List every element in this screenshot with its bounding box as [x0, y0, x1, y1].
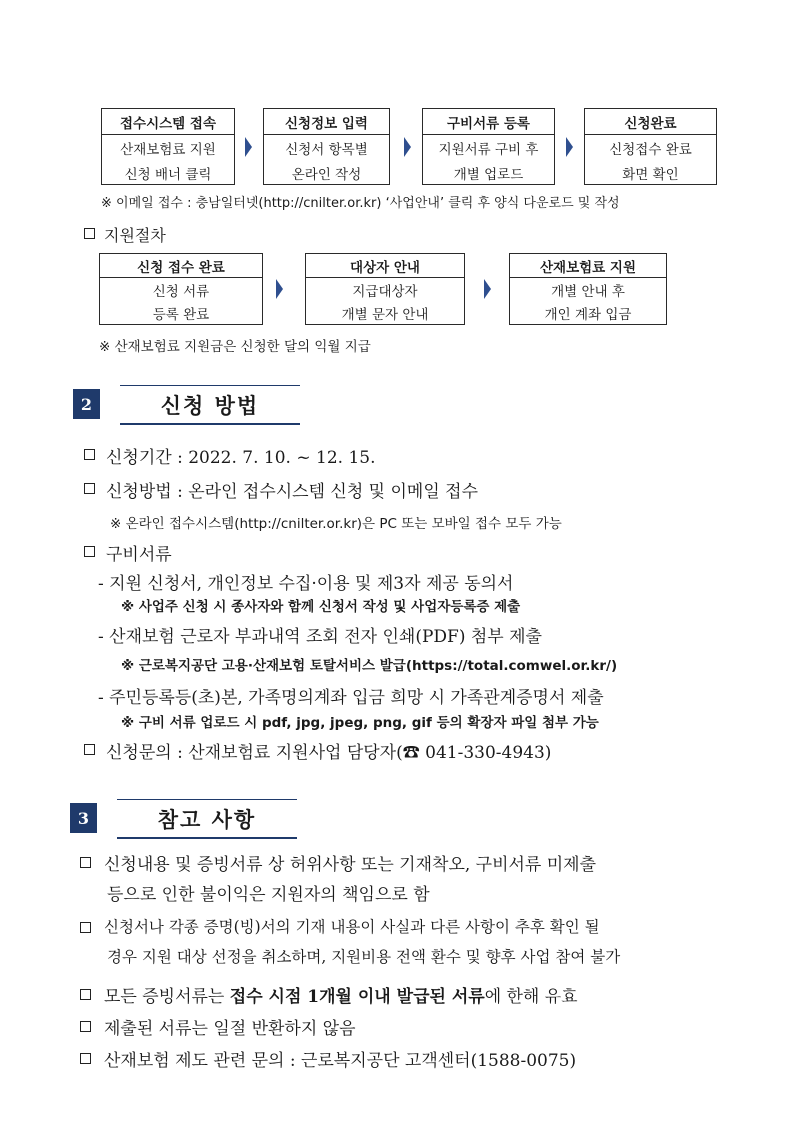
checkbox-bullet-icon — [84, 449, 95, 460]
checkbox-bullet-icon — [80, 1021, 91, 1032]
reference-item-3-emphasis: 접수 시점 1개월 이내 발급된 서류 — [229, 987, 485, 1007]
application-method-text: 신청방법 : 온라인 접수시스템 신청 및 이메일 접수 — [106, 482, 478, 502]
reference-item-5-text: 산재보험 제도 관련 문의 : 근로복지공단 고객센터(1588-0075) — [104, 1051, 577, 1071]
reference-item-4-text: 제출된 서류는 일절 반환하지 않음 — [104, 1019, 356, 1039]
document-item-3: - 주민등록등(초)본, 가족명의계좌 입금 희망 시 가족관계증명서 제출 — [98, 688, 604, 708]
flow-step-title: 대상자 안내 — [306, 254, 464, 278]
reference-item-1-line-1: 신청내용 및 증빙서류 상 허위사항 또는 기재착오, 구비서류 미제출 — [104, 855, 597, 875]
flow-step-3 — [422, 108, 555, 185]
checkbox-bullet-icon — [80, 1053, 91, 1064]
section-2-number: 2 — [73, 389, 100, 419]
reference-item-3-suffix: 에 한해 유효 — [484, 987, 578, 1007]
document-item-3-note: ※ 구비 서류 업로드 시 pdf, jpg, jpeg, png, gif 등의 확장자 파일 첨부 가능 — [121, 715, 599, 731]
arrow-right-icon — [276, 279, 283, 299]
reference-item-2-line-2: 경우 지원 대상 선정을 취소하며, 지원비용 전액 환수 및 향후 사업 참여 불가 — [107, 948, 621, 966]
checkbox-bullet-icon — [80, 922, 91, 933]
application-period — [84, 443, 375, 468]
flow-step-text: 등록 완료 — [152, 306, 210, 323]
reference-item-2 — [80, 915, 600, 937]
flow-step-title: 구비서류 등록 — [423, 109, 554, 135]
payment-note: ※ 산재보험료 지원금은 신청한 달의 익월 지급 — [99, 339, 371, 355]
reference-item-3-prefix: 모든 증빙서류는 — [104, 987, 230, 1007]
section-2-title: 신청 방법 — [120, 385, 300, 425]
flow-step-text: 산재보험료 지원 — [120, 141, 216, 158]
application-period-text: 신청기간 : 2022. 7. 10. ~ 12. 15. — [106, 448, 376, 468]
flow-step-text: 신청 서류 — [152, 283, 210, 300]
reference-item-1-line-2: 등으로 인한 불이익은 지원자의 책임으로 함 — [107, 885, 430, 905]
reference-item-5 — [80, 1046, 576, 1071]
flow-step-text: 신청서 항목별 — [285, 141, 368, 158]
required-documents — [84, 540, 172, 565]
procedure-step-3 — [509, 253, 667, 325]
reference-item-3 — [80, 982, 578, 1007]
flow-step-text: 개별 문자 안내 — [341, 306, 429, 323]
flow-step-title: 신청완료 — [585, 109, 716, 135]
reference-item-3-text — [104, 982, 578, 1007]
procedure-label: 지원절차 — [104, 226, 166, 245]
arrow-right-icon — [404, 137, 411, 157]
arrow-right-icon — [566, 137, 573, 157]
arrow-right-icon — [245, 137, 252, 157]
procedure-step-2 — [305, 253, 465, 325]
reference-item-2-line-1: 신청서나 각종 증명(빙)서의 기재 내용이 사실과 다른 사항이 추후 확인 될 — [104, 918, 600, 936]
document-item-2-note: ※ 근로복지공단 고용·산재보험 토탈서비스 발급(https://total.comwel.or.kr/) — [121, 658, 618, 674]
flow-step-title: 산재보험료 지원 — [510, 254, 666, 278]
reference-item-1 — [80, 850, 596, 875]
checkbox-bullet-icon — [84, 744, 95, 755]
procedure-step-1 — [99, 253, 263, 325]
application-method — [84, 477, 478, 502]
flow-step-text: 화면 확인 — [622, 166, 679, 183]
checkbox-bullet-icon — [80, 857, 91, 868]
online-note: ※ 온라인 접수시스템(http://cnilter.or.kr)은 PC 또는 모바일 접수 모두 가능 — [110, 516, 562, 532]
flow-step-text: 개인 계좌 입금 — [544, 306, 632, 323]
flow-step-title: 접수시스템 접속 — [102, 109, 234, 135]
application-inquiry — [84, 738, 551, 763]
flow-step-1 — [101, 108, 235, 185]
flow-step-text: 개별 안내 후 — [551, 283, 625, 300]
document-item-2: - 산재보험 근로자 부과내역 조회 전자 인쇄(PDF) 첨부 제출 — [98, 627, 542, 647]
inquiry-text: 신청문의 : 산재보험료 지원사업 담당자(☎ 041-330-4943) — [106, 743, 552, 763]
reference-item-4 — [80, 1014, 356, 1039]
document-item-1: - 지원 신청서, 개인정보 수집·이용 및 제3자 제공 동의서 — [98, 574, 514, 594]
checkbox-bullet-icon — [84, 228, 95, 239]
checkbox-bullet-icon — [84, 483, 95, 494]
arrow-right-icon — [484, 279, 491, 299]
flow-step-text: 신청접수 완료 — [609, 141, 692, 158]
flow-step-text: 온라인 작성 — [291, 166, 362, 183]
flow-step-2 — [263, 108, 390, 185]
flow-step-title: 신청 접수 완료 — [100, 254, 262, 278]
procedure-heading — [84, 223, 166, 246]
flow-step-text: 개별 업로드 — [453, 166, 524, 183]
checkbox-bullet-icon — [84, 546, 95, 557]
flow-step-text: 지급대상자 — [352, 283, 418, 300]
flow-step-4 — [584, 108, 717, 185]
checkbox-bullet-icon — [80, 989, 91, 1000]
flow-step-text: 신청 배너 클릭 — [124, 166, 212, 183]
flow-step-title: 신청정보 입력 — [264, 109, 389, 135]
required-documents-label: 구비서류 — [106, 545, 172, 565]
section-3-number: 3 — [70, 803, 97, 833]
document-item-1-note: ※ 사업주 신청 시 종사자와 함께 신청서 작성 및 사업자등록증 제출 — [121, 599, 521, 615]
flow-step-text: 지원서류 구비 후 — [438, 141, 539, 158]
section-3-title: 참고 사항 — [117, 799, 297, 839]
email-note: ※ 이메일 접수 : 충남일터넷(http://cnilter.or.kr) ‘사업안내’ 클릭 후 양식 다운로드 및 작성 — [101, 196, 620, 211]
